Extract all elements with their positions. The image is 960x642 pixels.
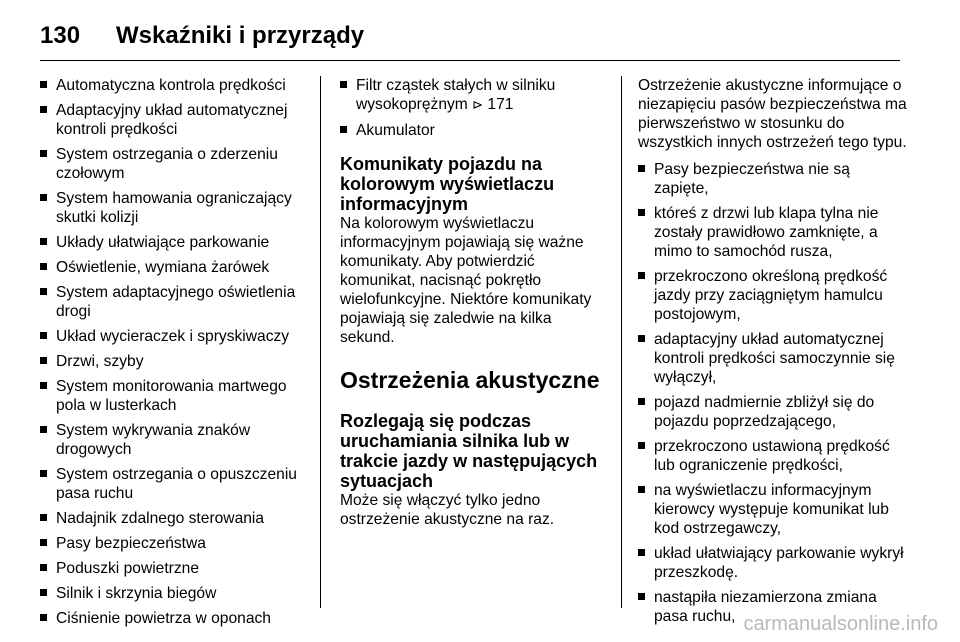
list-item: Pasy bezpieczeństwa nie są zapięte, (638, 160, 908, 198)
column-middle (340, 76, 610, 529)
page-title: Wskaźniki i przyrządy (116, 22, 365, 49)
feature-list (40, 76, 308, 628)
list-item: na wyświetlaczu informacyjnym kierowcy występuje komunikat lub kod ostrzegawczy, (638, 481, 908, 538)
list-item: Adaptacyjny układ automatycznej kontroli prędkości (40, 101, 308, 139)
list-item (340, 76, 610, 115)
watermark: carmanualsonline.info (743, 613, 938, 635)
header-rule (40, 60, 900, 61)
list-item: Oświetlenie, wymiana żarówek (40, 258, 308, 277)
list-item: Akumulator (340, 121, 610, 140)
paragraph-one-warning: Może się włączyć tylko jedno ostrzeżenie akustyczne na raz. (340, 492, 555, 528)
column-right (638, 76, 908, 632)
list-item: System wykrywania znaków drogowych (40, 421, 308, 459)
paragraph-vehicle-messages: Na kolorowym wyświetlaczu informacyjnym pojawiają się ważne komunikaty. Aby potwierdzić komunikat, nacisnąć pokrętło wielofunkcyjne. Niektóre komunikaty pojawiają się zaledwie na kilka sekund. (340, 215, 592, 346)
list-item: Silnik i skrzynia biegów (40, 584, 308, 603)
list-item: Pasy bezpieczeństwa (40, 534, 308, 553)
list-item: Nadajnik zdalnego sterowania (40, 509, 308, 528)
list-item: System ostrzegania o opuszczeniu pasa ruchu (40, 465, 308, 503)
list-item: Automatyczna kontrola prędkości (40, 76, 308, 95)
column-divider-left (320, 76, 321, 608)
warning-situations-list (638, 160, 908, 626)
list-item: System adaptacyjnego oświetlenia drogi (40, 283, 308, 321)
page-reference-link[interactable]: 171 (487, 96, 514, 113)
column-divider-right (621, 76, 622, 608)
list-item: któreś z drzwi lub klapa tylna nie zostały prawidłowo zamknięte, a mimo to samochód rusza, (638, 204, 908, 261)
list-item: System monitorowania martwego pola w lusterkach (40, 377, 308, 415)
list-item: Układ wycieraczek i spryskiwaczy (40, 327, 308, 346)
feature-list-continued (340, 76, 610, 140)
list-item: System hamowania ograniczający skutki kolizji (40, 189, 308, 227)
list-item: Układy ułatwiające parkowanie (40, 233, 308, 252)
page-header (40, 16, 364, 56)
subsection-heading-situations: Rozlegają się podczas uruchamiania silnika lub w trakcie jazdy w następujących sytuacjach (340, 411, 598, 491)
page-number: 130 (40, 22, 81, 49)
column-left (40, 76, 308, 634)
list-item: System ostrzegania o zderzeniu czołowym (40, 145, 308, 183)
section-heading-vehicle-messages: Komunikaty pojazdu na kolorowym wyświetlaczu informacyjnym (340, 154, 555, 214)
list-item: nastąpiła niezamierzona zmiana pasa ruchu, (638, 588, 908, 626)
list-item: adaptacyjny układ automatycznej kontroli prędkości samoczynnie się wyłączył, (638, 330, 908, 387)
list-item: Ciśnienie powietrza w oponach (40, 609, 308, 628)
paragraph-seatbelt-priority: Ostrzeżenie akustyczne informujące o niezapięciu pasów bezpieczeństwa ma pierwszeństwo w stosunku do wszystkich innych ostrzeżeń tego typu. (638, 77, 907, 151)
list-item: przekroczono określoną prędkość jazdy przy zaciągniętym hamulcu postojowym, (638, 267, 908, 324)
list-item-text: Filtr cząstek stałych w silniku wysokoprężnym (356, 77, 556, 113)
list-item: układ ułatwiający parkowanie wykrył przeszkodę. (638, 544, 908, 582)
page-reference-arrow-icon: ⊳ (472, 98, 484, 113)
list-item: pojazd nadmiernie zbliżył się do pojazdu poprzedzającego, (638, 393, 908, 431)
list-item: Poduszki powietrzne (40, 559, 308, 578)
section-heading-acoustic-warnings: Ostrzeżenia akustyczne (340, 367, 600, 393)
list-item: przekroczono ustawioną prędkość lub ograniczenie prędkości, (638, 437, 908, 475)
list-item: Drzwi, szyby (40, 352, 308, 371)
